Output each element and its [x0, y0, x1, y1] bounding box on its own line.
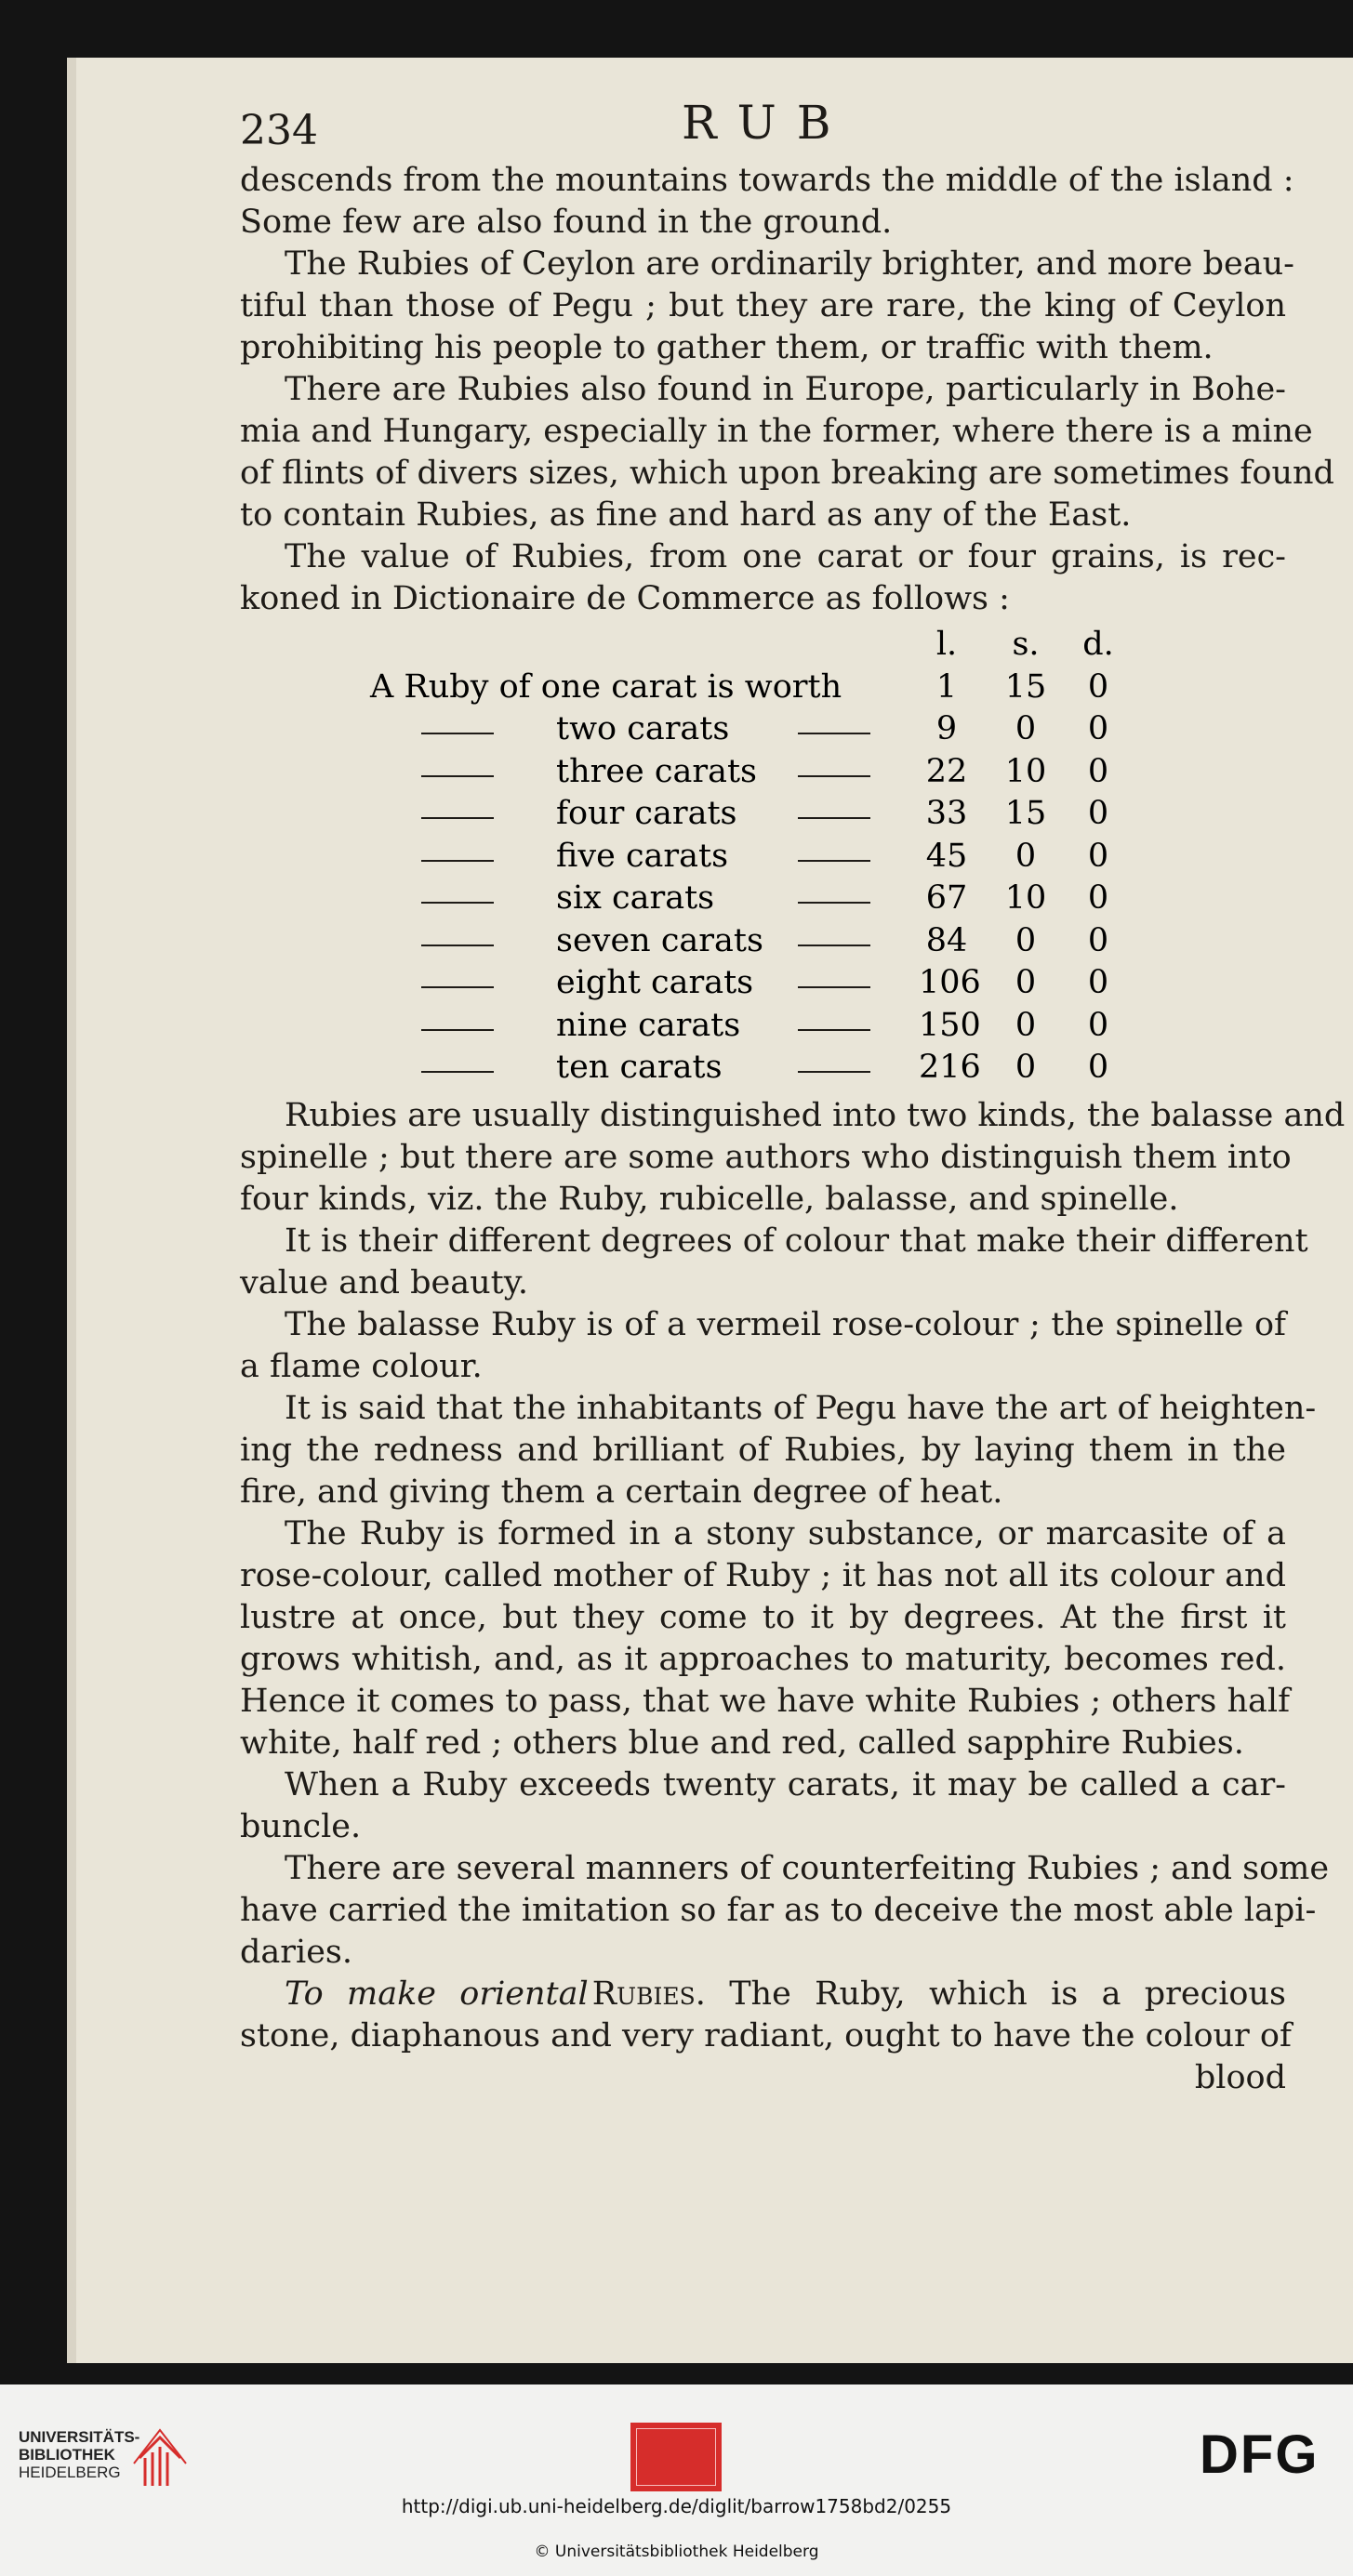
ditto-dash: [798, 733, 870, 734]
ditto-dash: [798, 1029, 870, 1031]
cell-pence: 0: [1087, 1049, 1109, 1086]
header-shillings: s.: [1012, 626, 1040, 663]
ditto-dash: [798, 817, 870, 819]
text-line: rose-colour, called mother of Ruby ; it has not all its colour and: [240, 1557, 1286, 1594]
running-head: RUB: [682, 96, 852, 150]
text-line: buncle.: [240, 1808, 362, 1845]
table-row: [240, 964, 1286, 1007]
table-row: [240, 879, 1286, 922]
permalink-url[interactable]: http://digi.ub.uni-heidelberg.de/diglit/barrow1758bd2/0255: [401, 2495, 952, 2517]
table-row: [240, 838, 1286, 880]
cell-pounds: 9: [935, 710, 958, 747]
text-line: ing the redness and brilliant of Rubies, by laying them in the: [240, 1432, 1286, 1469]
row-label: three carats: [556, 752, 757, 790]
text-line: Some few are also found in the ground.: [240, 204, 893, 241]
cell-pence: 0: [1087, 752, 1109, 790]
ditto-dash: [421, 1029, 494, 1031]
cell-shillings: 15: [1004, 667, 1047, 706]
cell-pounds: 1: [935, 667, 958, 706]
ruby-value-table: [240, 626, 1286, 1091]
ditto-dash: [421, 733, 494, 734]
text-line: mia and Hungary, especially in the former, where there is a mine: [240, 413, 1313, 450]
cell-pence: 0: [1087, 837, 1109, 875]
text-line: white, half red ; others blue and red, called sapphire Rubies.: [240, 1724, 1244, 1762]
library-name-line: UNIVERSITÄTS-: [19, 2428, 140, 2446]
table-row: [240, 710, 1286, 753]
text-line: four kinds, viz. the Ruby, rubicelle, balasse, and spinelle.: [240, 1181, 1179, 1218]
row-label: ten carats: [556, 1049, 723, 1086]
text-line: value and beauty.: [240, 1264, 528, 1301]
line-rest: The Ruby, which is a precious: [729, 1975, 1286, 2013]
digital-edition-logo-frame: [636, 2428, 716, 2486]
ditto-dash: [421, 817, 494, 819]
cell-pounds: 216: [919, 1049, 981, 1086]
ditto-dash: [421, 986, 494, 988]
cell-pence: 0: [1087, 921, 1109, 959]
cell-shillings: 0: [1015, 1049, 1037, 1086]
cell-shillings: 0: [1015, 710, 1037, 747]
row-label: seven carats: [556, 921, 763, 959]
library-emblem-icon[interactable]: [132, 2421, 188, 2491]
cell-shillings: 10: [1004, 752, 1047, 790]
cell-shillings: 0: [1015, 964, 1037, 1001]
text-line: prohibiting his people to gather them, or traffic with them.: [240, 329, 1214, 366]
text-line: Hence it comes to pass, that we have white Rubies ; others half: [240, 1683, 1291, 1720]
text-line: have carried the imitation so far as to deceive the most able lapi-: [240, 1892, 1317, 1929]
text-line: spinelle ; but there are some authors who distinguish them into: [240, 1139, 1292, 1176]
catchword: blood: [1194, 2059, 1286, 2096]
cell-pence: 0: [1087, 1006, 1109, 1044]
row-label: six carats: [556, 879, 715, 917]
cell-pounds: 33: [925, 795, 968, 832]
text-line: There are Rubies also found in Europe, particularly in Bohe-: [285, 371, 1286, 408]
cell-shillings: 10: [1004, 879, 1047, 917]
text-block-2: [240, 1095, 1346, 1974]
cell-pounds: 45: [925, 837, 968, 875]
text-line: There are several manners of counterfeiting Rubies ; and some: [285, 1850, 1330, 1887]
text-line: stone, diaphanous and very radiant, ought to have the colour of: [240, 2017, 1292, 2054]
row-label: eight carats: [556, 964, 754, 1001]
copyright-notice: © Universitätsbibliothek Heidelberg: [534, 2543, 819, 2561]
ditto-dash: [798, 775, 870, 777]
text-line: [240, 1974, 1286, 2015]
library-name-line: HEIDELBERG: [19, 2464, 121, 2481]
smallcaps-word: Rubies.: [591, 1975, 706, 2013]
cell-pence: 0: [1087, 710, 1109, 747]
header-pence: d.: [1082, 626, 1114, 663]
cell-pence: 0: [1087, 964, 1109, 1001]
ditto-dash: [421, 1071, 494, 1073]
ditto-dash: [421, 902, 494, 904]
table-row: [240, 922, 1286, 965]
table-header-row: [240, 626, 1286, 668]
ditto-dash: [798, 902, 870, 904]
cell-shillings: 0: [1015, 837, 1037, 875]
ditto-dash: [798, 986, 870, 988]
row-label: four carats: [556, 795, 737, 832]
text-block-1: [240, 160, 1334, 620]
cell-pounds: 150: [919, 1006, 981, 1044]
text-line: Rubies are usually distinguished into two kinds, the balasse and: [285, 1097, 1346, 1134]
dfg-logo[interactable]: DFG: [1200, 2424, 1320, 2485]
cell-pence: 0: [1087, 795, 1109, 832]
text-line: to contain Rubies, as fine and hard as any of the East.: [240, 496, 1132, 534]
cell-pounds: 84: [925, 921, 968, 959]
text-line: descends from the mountains towards the middle of the island :: [240, 162, 1294, 199]
cell-pence: 0: [1087, 879, 1109, 917]
ditto-dash: [421, 775, 494, 777]
cell-pounds: 106: [919, 964, 981, 1001]
page-edge-shadow: [67, 58, 76, 2363]
text-line: of flints of divers sizes, which upon breaking are sometimes found: [240, 455, 1334, 492]
last-paragraph: [240, 1974, 1292, 2099]
cell-pounds: 22: [925, 752, 968, 790]
text-line: The value of Rubies, from one carat or four grains, is rec-: [285, 538, 1286, 575]
text-line: grows whitish, and, as it approaches to maturity, becomes red.: [240, 1641, 1286, 1678]
text-line: koned in Dictionaire de Commerce as follows :: [240, 580, 1010, 617]
table-row: [240, 753, 1286, 796]
ditto-dash: [798, 945, 870, 946]
text-line: daries.: [240, 1934, 352, 1971]
text-line: The balasse Ruby is of a vermeil rose-colour ; the spinelle of: [285, 1306, 1286, 1343]
cell-shillings: 0: [1015, 1006, 1037, 1044]
text-line: It is said that the inhabitants of Pegu have the art of heighten-: [285, 1390, 1317, 1427]
text-line: fire, and giving them a certain degree of heat.: [240, 1473, 1003, 1511]
italic-lead: To make oriental: [285, 1975, 589, 2013]
text-line: The Rubies of Ceylon are ordinarily brighter, and more beau-: [285, 245, 1294, 283]
table-row: [240, 1007, 1286, 1050]
table-row: [240, 795, 1286, 838]
text-line: tiful than those of Pegu ; but they are rare, the king of Ceylon: [240, 287, 1286, 324]
header-pounds: l.: [935, 626, 958, 663]
ditto-dash: [421, 945, 494, 946]
library-name-line: BIBLIOTHEK: [19, 2446, 115, 2464]
text-line: lustre at once, but they come to it by degrees. At the first it: [240, 1599, 1286, 1636]
row-label: two carats: [556, 710, 730, 747]
ditto-dash: [798, 860, 870, 862]
page-number: 234: [240, 107, 318, 154]
cell-shillings: 15: [1004, 795, 1047, 832]
table-row: [240, 668, 1286, 711]
ditto-dash: [421, 860, 494, 862]
row-label: nine carats: [556, 1006, 741, 1044]
row-label: A Ruby of one carat is worth: [370, 667, 842, 706]
ditto-dash: [798, 1071, 870, 1073]
cell-pounds: 67: [925, 879, 968, 917]
cell-pence: 0: [1087, 667, 1109, 706]
cell-shillings: 0: [1015, 921, 1037, 959]
text-line: It is their different degrees of colour that make their different: [285, 1222, 1308, 1260]
text-line: a flame colour.: [240, 1348, 483, 1385]
row-label: five carats: [556, 837, 729, 875]
table-row: [240, 1049, 1286, 1091]
text-line: When a Ruby exceeds twenty carats, it may be called a car-: [285, 1766, 1286, 1803]
text-line: The Ruby is formed in a stony substance, or marcasite of a: [285, 1515, 1286, 1552]
library-logo-text[interactable]: [19, 2428, 139, 2481]
